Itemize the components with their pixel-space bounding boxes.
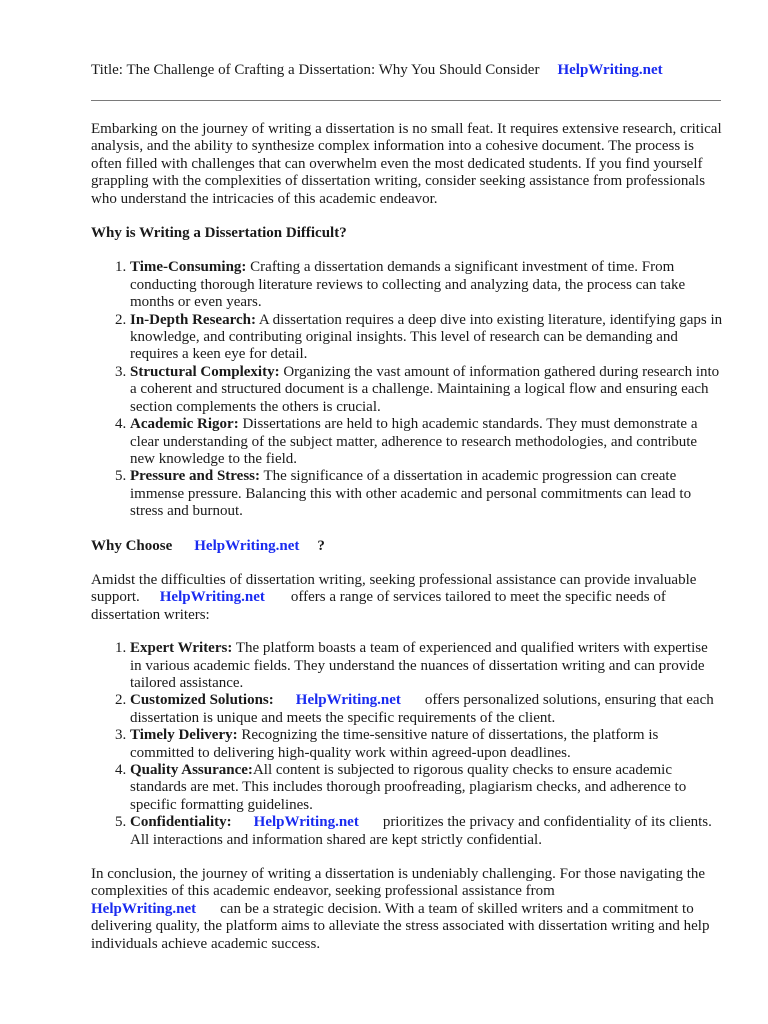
list-item-text: The platform boasts a team of experienced and qualified writers with expertise in various academic fields. They understand the nuances of dissertation writing and can provide tailored assistance.: [130, 640, 708, 691]
services-list: [91, 640, 723, 849]
helpwriting-conclusion-link[interactable]: HelpWriting.net: [91, 900, 197, 917]
helpwriting-title-link[interactable]: HelpWriting.net: [557, 62, 663, 78]
difficulty-list: [91, 259, 723, 520]
list-item: [130, 640, 723, 692]
helpwriting-inline-link[interactable]: HelpWriting.net: [253, 814, 359, 831]
why-choose-suffix: ?: [317, 537, 325, 554]
list-item: [130, 259, 723, 311]
list-item: [130, 416, 723, 468]
conclusion-after: can be a strategic decision. With a team of skilled writers and a commitment to delivering quality, the platform aims to alleviate the stress associated with dissertation writing and help individuals achieve academic success.: [91, 900, 710, 952]
list-item: [130, 727, 723, 762]
why-choose-intro-before: Amidst the difficulties of dissertation writing, seeking professional assistance can provide invaluable support.: [91, 571, 697, 606]
list-item-text: Dissertations are held to high academic standards. They must demonstrate a clear understanding of the subject matter, adherence to research methodologies, and contribute new knowledge to the field.: [130, 416, 698, 467]
why-choose-prefix: Why Choose: [91, 537, 173, 554]
conclusion-before: In conclusion, the journey of writing a dissertation is undeniably challenging. For those navigating the complexities of this academic endeavor, seeking professional assistance from: [91, 866, 706, 900]
document-body: [91, 121, 723, 953]
list-item-term: Academic Rigor:: [130, 416, 239, 433]
list-item-term: Customized Solutions:: [130, 692, 274, 709]
intro-paragraph: Embarking on the journey of writing a dissertation is no small feat. It requires extensive research, critical analysis, and the ability to synthesize complex information into a cohesive document. The process is often filled with challenges that can overwhelm even the most dedicated students. If you find yourself grappling with the complexities of dissertation writing, consider seeking assistance from professionals who understand the intricacies of this academic endeavor.: [91, 121, 722, 207]
list-item: [130, 468, 723, 520]
helpwriting-heading-link[interactable]: HelpWriting.net: [194, 537, 300, 554]
list-item-text: offers personalized solutions, ensuring that each dissertation is unique and meets the specific requirements of the client.: [130, 692, 714, 726]
list-item-term: Timely Delivery:: [130, 727, 238, 744]
list-item: [130, 762, 723, 814]
list-item-text: prioritizes the privacy and confidentiality of its clients. All interactions and information shared are kept strictly confidential.: [130, 814, 712, 848]
list-item-text: Recognizing the time-sensitive nature of dissertations, the platform is committed to delivering high-quality work within agreed-upon deadlines.: [130, 727, 659, 761]
helpwriting-inline-link[interactable]: HelpWriting.net: [295, 692, 401, 709]
list-item: [130, 814, 723, 849]
list-item: [130, 692, 723, 727]
list-item-term: In-Depth Research:: [130, 311, 256, 328]
document-title: Title: The Challenge of Crafting a Dissertation: Why You Should Consider: [91, 62, 540, 78]
why-choose-intro-after: offers a range of services tailored to meet the specific needs of dissertation writers:: [91, 589, 666, 623]
list-item: [130, 312, 723, 364]
list-item-text: The significance of a dissertation in academic progression can create immense pressure. Balancing this with other academic and personal commitments can lead to stress and burnout.: [130, 468, 692, 520]
document-title-line: [91, 60, 721, 80]
list-item-term: Structural Complexity:: [130, 363, 280, 380]
conclusion-paragraph: [91, 866, 723, 953]
list-item-term: Quality Assurance:: [130, 762, 253, 778]
why-choose-intro: [91, 572, 723, 624]
list-item-term: Pressure and Stress:: [130, 468, 261, 485]
difficulty-heading: Why is Writing a Dissertation Difficult?: [91, 225, 347, 242]
list-item-text: Organizing the vast amount of information gathered during research into a coherent and structured document is a challenge. Maintaining a logical flow and ensuring each section complements the others is crucial.: [130, 363, 720, 415]
list-item-text: All content is subjected to rigorous quality checks to ensure academic standards are met. This includes thorough proofreading, plagiarism checks, and adherence to specific formatting guidelines.: [130, 762, 687, 813]
list-item-text: Crafting a dissertation demands a significant investment of time. From conducting thorough literature reviews to collecting and analyzing data, the process can take months or even years.: [130, 259, 686, 311]
list-item-text: A dissertation requires a deep dive into existing literature, identifying gaps in knowledge, and contributing original insights. This level of research can be demanding and requires a keen eye for detail.: [130, 311, 723, 363]
why-choose-heading: [91, 538, 723, 555]
helpwriting-intro-link[interactable]: HelpWriting.net: [159, 589, 265, 606]
title-divider: [91, 100, 721, 101]
list-item-term: Time-Consuming:: [130, 259, 247, 276]
list-item-term: Confidentiality:: [130, 814, 232, 831]
list-item-term: Expert Writers:: [130, 640, 233, 657]
list-item: [130, 364, 723, 416]
